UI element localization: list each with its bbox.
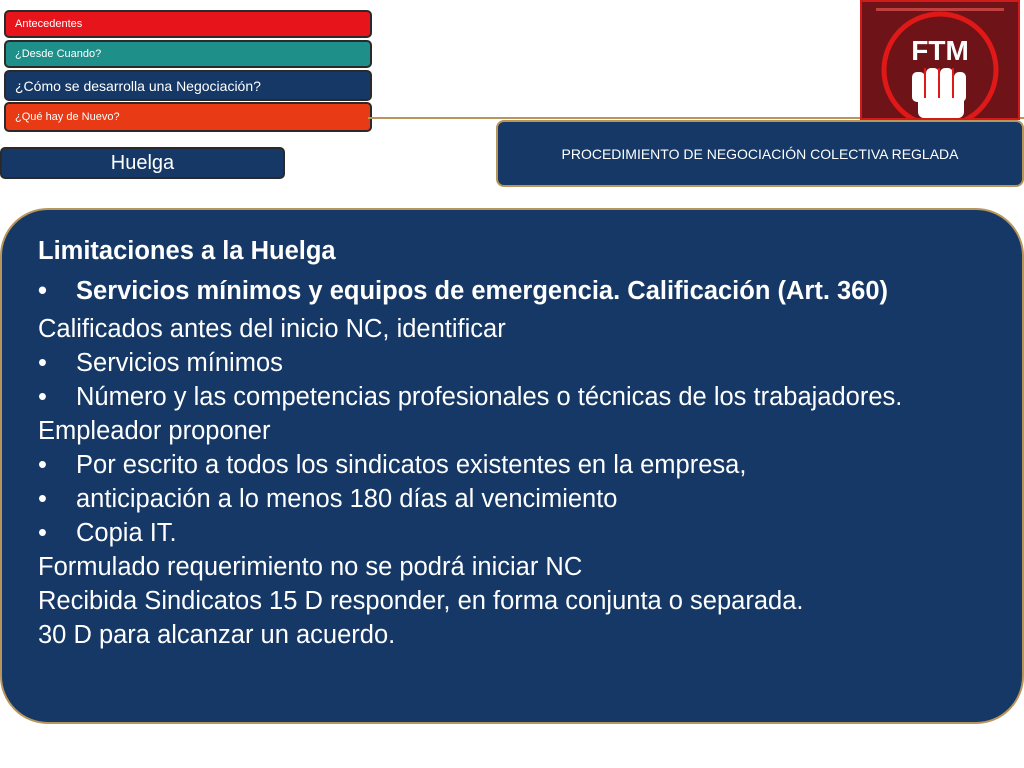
- content-heading: Limitaciones a la Huelga: [38, 237, 336, 265]
- formulado-line: Formulado requerimiento no se podrá iniciar NC: [38, 553, 583, 581]
- nav-tab-desde-cuando[interactable]: [4, 40, 372, 68]
- bullet-mark: •: [38, 519, 47, 547]
- list-item: [38, 516, 988, 550]
- list-item: [38, 380, 988, 414]
- bullet-mark: •: [38, 451, 47, 479]
- content-panel: [0, 208, 1024, 724]
- bullet-mark: •: [38, 485, 47, 513]
- calificados-line: Calificados antes del inicio NC, identificar: [38, 315, 506, 343]
- list-item-text: Por escrito a todos los sindicatos existentes en la empresa,: [76, 451, 747, 479]
- nav-tab-label: ¿Desde Cuando?: [15, 48, 102, 60]
- list-item: [38, 482, 988, 516]
- list-item: [38, 448, 988, 482]
- list-item-text: Servicios mínimos: [76, 349, 283, 377]
- bullet-mark: •: [38, 349, 47, 377]
- procedure-title: PROCEDIMIENTO DE NEGOCIACIÓN COLECTIVA REGLADA: [561, 145, 959, 162]
- empleador-line: Empleador proponer: [38, 417, 271, 445]
- bullet-mark: •: [38, 383, 47, 411]
- nav-tab-como-negociacion[interactable]: [4, 70, 372, 101]
- main-bullet-text: Servicios mínimos y equipos de emergencia. Calificación (Art. 360): [76, 277, 889, 305]
- main-bullet-item: [38, 274, 988, 308]
- list-item-text: anticipación a lo menos 180 días al vencimiento: [76, 485, 618, 513]
- thirty-days-line: 30 D para alcanzar un acuerdo.: [38, 621, 396, 649]
- procedure-header: [496, 120, 1024, 187]
- nav-tab-label: ¿Qué hay de Nuevo?: [15, 111, 120, 123]
- logo-text: FTM: [911, 35, 969, 66]
- nav-tab-huelga[interactable]: [0, 147, 285, 179]
- nav-tab-que-hay-nuevo[interactable]: [4, 102, 372, 132]
- ftm-logo: [860, 0, 1020, 120]
- list-item: [38, 346, 988, 380]
- list-item-text: Copia IT.: [76, 519, 177, 547]
- nav-tab-antecedentes[interactable]: [4, 10, 372, 38]
- raised-fist-icon: [862, 2, 1018, 118]
- recibida-line: Recibida Sindicatos 15 D responder, en forma conjunta o separada.: [38, 587, 804, 615]
- nav-tab-label: ¿Cómo se desarrolla una Negociación?: [15, 77, 261, 94]
- list-item-text: Número y las competencias profesionales o técnicas de los trabajadores.: [76, 383, 903, 411]
- nav-tab-label: Huelga: [110, 151, 175, 174]
- nav-tab-label: Antecedentes: [15, 18, 83, 30]
- bullet-mark: •: [38, 277, 47, 305]
